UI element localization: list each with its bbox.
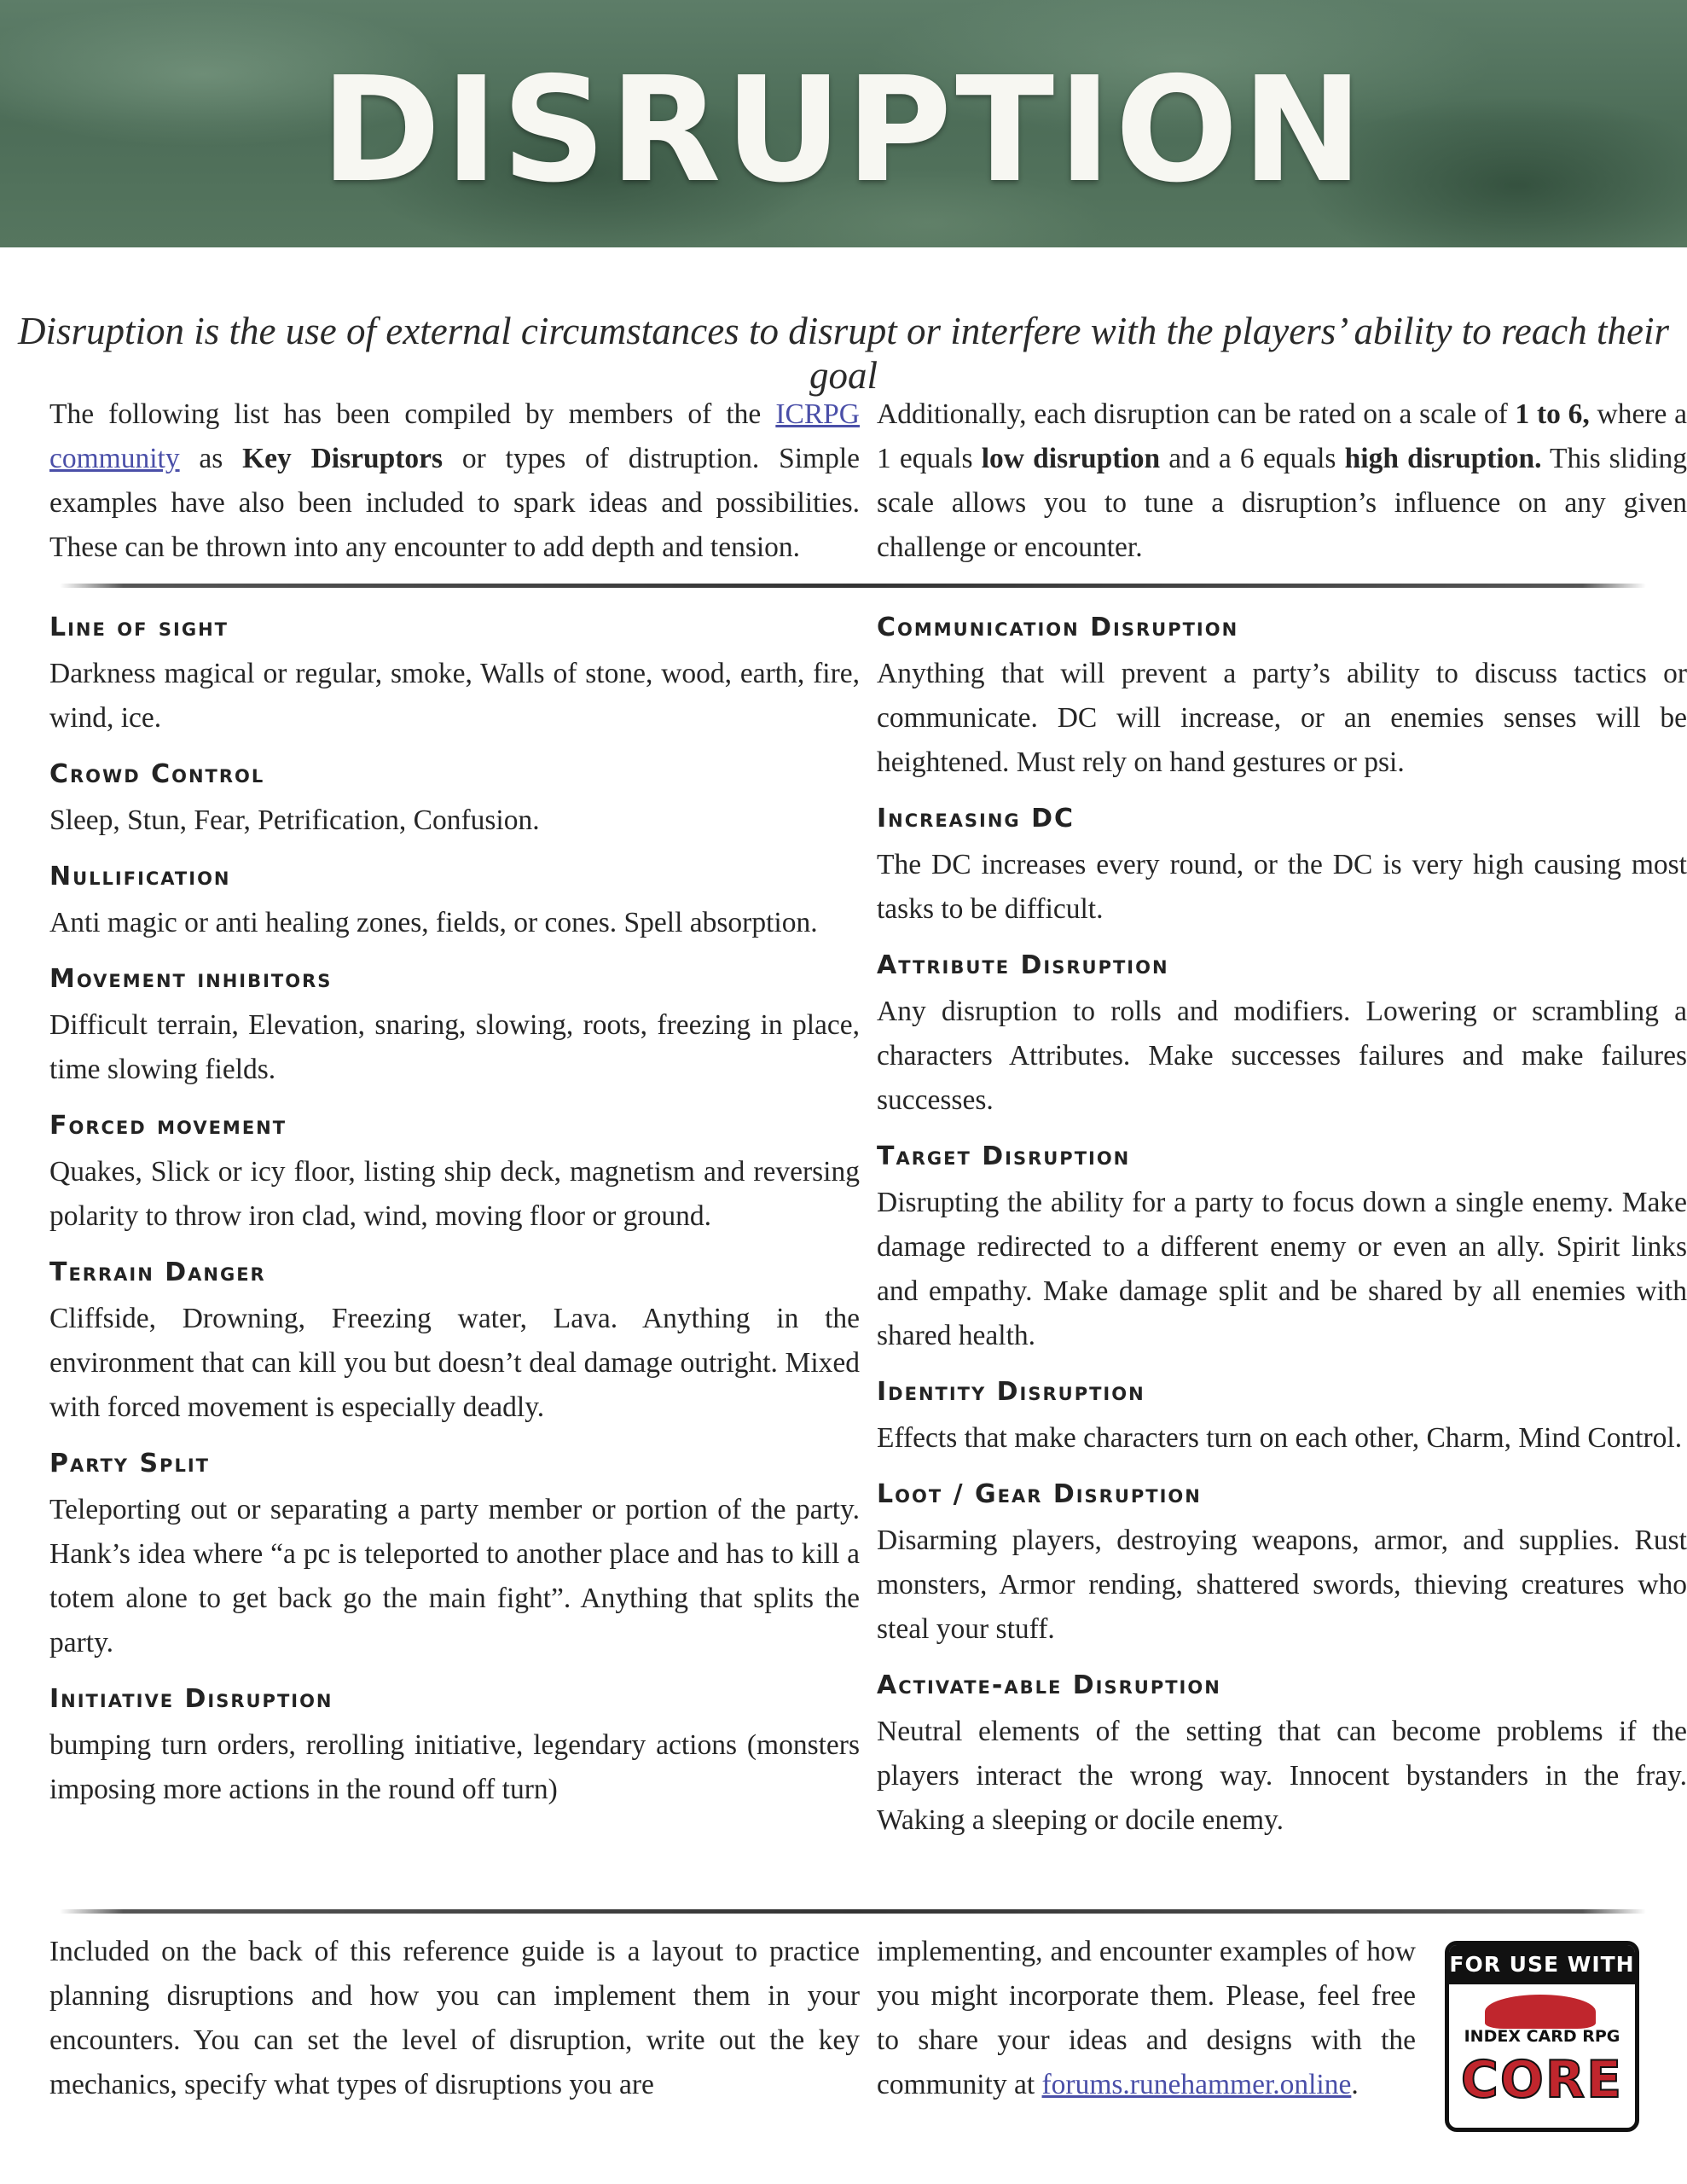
left-disruptor-list: [49, 611, 860, 1829]
footer-right-paragraph: implementing, and encounter examples of how you might incorporate them. Please, feel free to share your ideas and designs with the community at forums.runehammer.online.: [877, 1936, 1416, 2100]
entry-text: Anything that will prevent a party’s ability to discuss tactics or communicate. DC will increase, or an enemies senses will be heightened. Must rely on hand gestures or psi.: [877, 658, 1687, 778]
list-item: [877, 802, 1687, 932]
entry-text: The DC increases every round, or the DC is very high causing most tasks to be difficult.: [877, 849, 1687, 925]
entry-heading: Target Disruption: [877, 1141, 1131, 1171]
list-item: [877, 949, 1687, 1123]
divider-top: [60, 584, 1646, 588]
entry-heading: Forced movement: [49, 1111, 287, 1141]
entry-heading: Activate-able Disruption: [877, 1670, 1221, 1700]
icrpg-community-link[interactable]: ICRPG community: [49, 398, 860, 474]
entry-text: Quakes, Slick or icy floor, listing ship deck, magnetism and reversing polarity to throw iron clad, wind, moving floor or ground.: [49, 1156, 860, 1232]
list-item: [877, 1478, 1687, 1652]
page-title: DISRUPTION: [320, 46, 1367, 215]
entry-text: Difficult terrain, Elevation, snaring, slowing, roots, freezing in place, time slowing fields.: [49, 1009, 860, 1085]
intro-right-paragraph: Additionally, each disruption can be rated on a scale of 1 to 6, where a 1 equals low disruption and a 6 equals high disruption. This sliding scale allows you to tune a disruption’s influence on any given challenge or encounter.: [877, 398, 1687, 563]
entry-text: Disarming players, destroying weapons, armor, and supplies. Rust monsters, Armor rending, shattered swords, thieving creatures who steal your stuff.: [877, 1525, 1687, 1645]
entry-text: Disrupting the ability for a party to focus down a single enemy. Make damage redirected to a different enemy or even an ally. Spirit links and empathy. Make damage split and be shared by all enemies with shared health.: [877, 1187, 1687, 1351]
list-item: [49, 1256, 860, 1430]
entry-heading: Nullification: [49, 862, 231, 892]
intro-left: [49, 392, 860, 570]
blood-splash-icon: [1485, 1995, 1596, 2029]
footer-left-paragraph: Included on the back of this reference guide is a layout to practice planning disruptions and how you can implement them in your encounters. You can set the level of disruption, write out the key mechanics, specify what types of disruptions you are: [49, 1936, 860, 2100]
intro-left-paragraph: The following list has been compiled by members of the ICRPG community as Key Disruptors or types of distruption. Simple examples have also been included to spark ideas and possibilities. These can be thrown into any encounter to add depth and tension.: [49, 398, 861, 563]
entry-heading: Party Split: [49, 1449, 210, 1478]
entry-heading: Initiative Disruption: [49, 1684, 333, 1714]
entry-heading: Loot / Gear Disruption: [877, 1479, 1202, 1509]
list-item: [49, 1682, 860, 1812]
entry-text: Darkness magical or regular, smoke, Walls of stone, wood, earth, fire, wind, ice.: [49, 658, 860, 734]
entry-heading: Identity Disruption: [877, 1377, 1145, 1407]
list-item: [877, 1669, 1687, 1843]
list-item: [49, 860, 860, 945]
entry-heading: Movement inhibitors: [49, 964, 333, 994]
list-item: [49, 1447, 860, 1665]
entry-text: Neutral elements of the setting that can become problems if the players interact the wrong way. Innocent bystanders in the fray. Waking a sleeping or docile enemy.: [877, 1716, 1687, 1836]
list-item: [49, 611, 860, 741]
badge-core-logo: CORE: [1460, 2050, 1624, 2110]
entry-text: Any disruption to rolls and modifiers. Lowering or scrambling a characters Attributes. Make successes failures and make failures successes.: [877, 996, 1687, 1116]
entry-heading: Increasing DC: [877, 804, 1075, 834]
icrpg-core-badge: [1445, 1941, 1639, 2132]
entry-heading: Line of sight: [49, 613, 229, 642]
entry-heading: Attribute Disruption: [877, 950, 1169, 980]
badge-top-label: FOR USE WITH: [1449, 1945, 1635, 1984]
list-item: [877, 1375, 1687, 1461]
right-disruptor-list: [877, 611, 1687, 1860]
forums-link[interactable]: forums.runehammer.online: [1041, 2069, 1352, 2100]
list-item: [49, 962, 860, 1092]
entry-heading: Communication Disruption: [877, 613, 1239, 642]
entry-text: bumping turn orders, rerolling initiative, legendary actions (monsters imposing more actions in the round off turn): [49, 1729, 860, 1805]
entry-text: Cliffside, Drowning, Freezing water, Lava. Anything in the environment that can kill you but doesn’t deal damage outright. Mixed with forced movement is especially deadly.: [49, 1303, 860, 1423]
entry-text: Sleep, Stun, Fear, Petrification, Confusion.: [49, 804, 540, 836]
badge-subtitle: INDEX CARD RPG: [1464, 2027, 1620, 2046]
list-item: [49, 1109, 860, 1239]
footer-right: [877, 1930, 1416, 2107]
entry-heading: Crowd Control: [49, 759, 265, 789]
list-item: [877, 611, 1687, 785]
entry-heading: Terrain Danger: [49, 1258, 266, 1287]
list-item: [877, 1140, 1687, 1358]
footer-left: [49, 1930, 860, 2107]
entry-text: Anti magic or anti healing zones, fields, or cones. Spell absorption.: [49, 907, 818, 938]
entry-text: Effects that make characters turn on each other, Charm, Mind Control.: [877, 1422, 1683, 1454]
divider-bottom: [60, 1909, 1646, 1914]
list-item: [49, 758, 860, 843]
entry-text: Teleporting out or separating a party member or portion of the party. Hank’s idea where “a pc is teleported to another place and has to kill a totem alone to get back go the main fight”. Anything that splits the party.: [49, 1494, 860, 1658]
intro-right: [877, 392, 1687, 570]
title-banner: [0, 0, 1687, 247]
page-subtitle: Disruption is the use of external circumstances to disrupt or interfere with the players’ ability to reach their goal: [17, 310, 1669, 397]
